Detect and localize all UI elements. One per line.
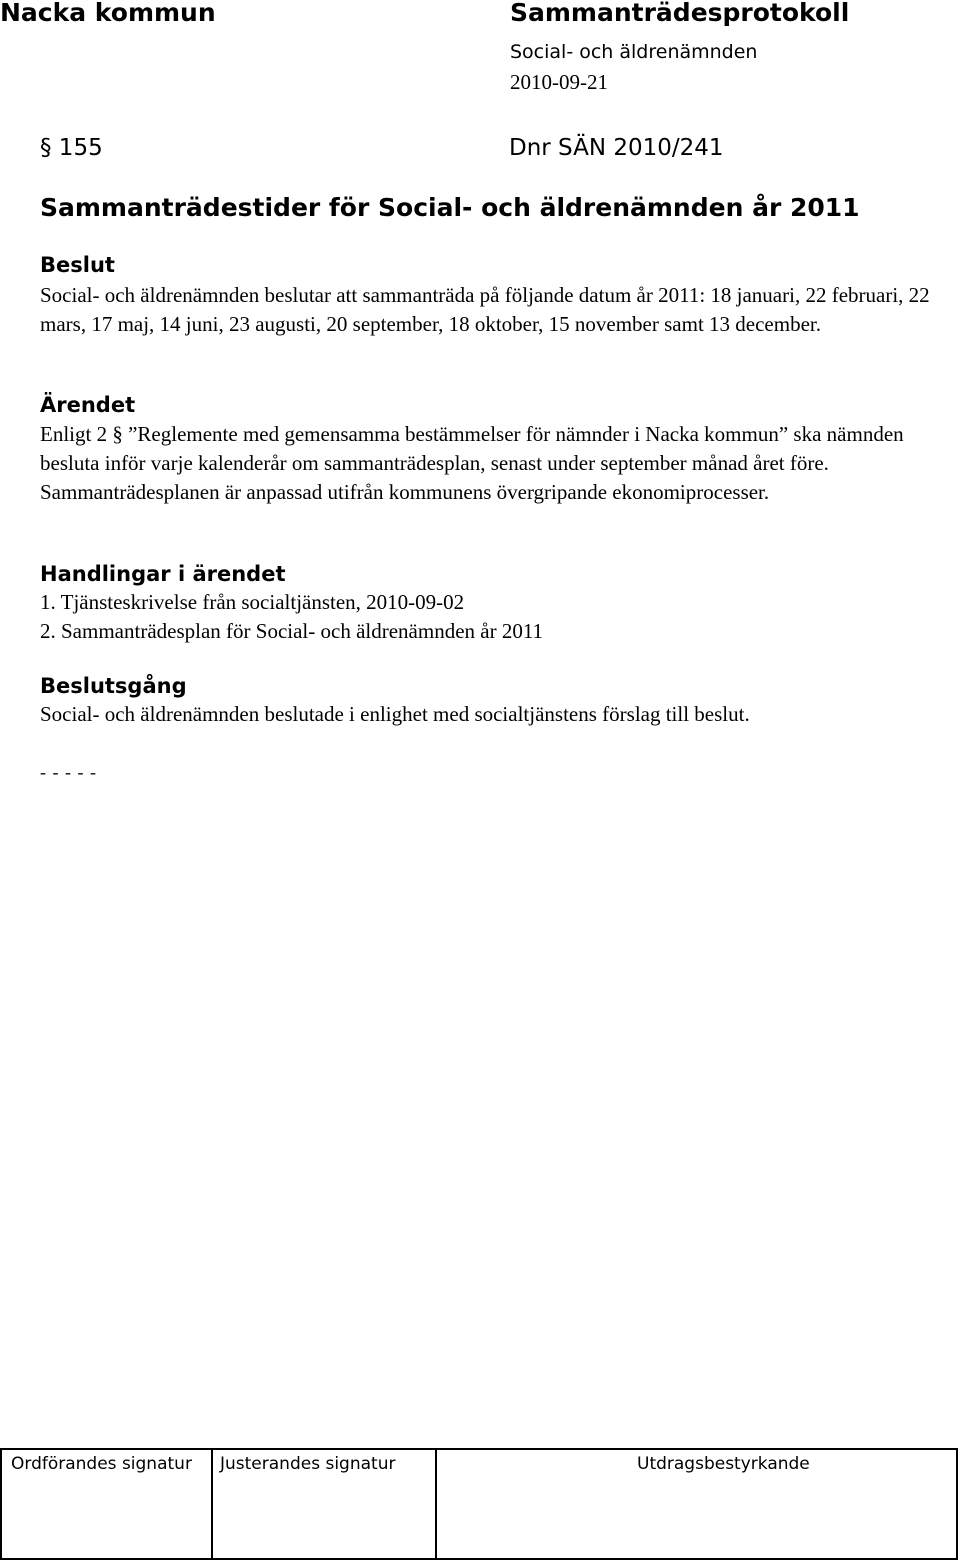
section-separator: - - - - - — [40, 762, 97, 782]
paragraph-number: § 155 — [40, 135, 103, 161]
organization-name: Nacka kommun — [0, 0, 216, 27]
diary-number: Dnr SÄN 2010/241 — [509, 135, 724, 161]
case-title: Sammanträdestider för Social- och äldrenämnden år 2011 — [40, 193, 860, 222]
certified-copy-cell[interactable] — [637, 1450, 957, 1558]
arendet-heading: Ärendet — [40, 393, 136, 417]
chair-signature-label: Ordförandes signatur — [11, 1454, 192, 1474]
chair-signature-cell[interactable] — [2, 1450, 213, 1558]
beslut-text: Social- och äldrenämnden beslutar att sammanträda på följande datum år 2011: 18 januari, 22 februari, 22 mars, 17 maj, 14 juni, 23 augusti, 20 september, 18 oktober, 15 november samt 13 december. — [40, 283, 930, 336]
handlingar-item-1: 1. Tjänsteskrivelse från socialtjänsten, 2010-09-02 — [40, 590, 465, 614]
document-type: Sammanträdesprotokoll — [510, 0, 850, 27]
adjuster-signature-cell[interactable] — [213, 1450, 437, 1558]
beslutsgang-text: Social- och äldrenämnden beslutade i enlighet med socialtjänstens förslag till beslut. — [40, 702, 750, 726]
beslutsgang-heading: Beslutsgång — [40, 674, 187, 698]
arendet-text: Enligt 2 § ”Reglemente med gemensamma bestämmelser för nämnder i Nacka kommun” ska nämnden besluta inför varje kalenderår om sammanträdesplan, senast under september månad året före. Sammanträdesplanen är anpassad utifrån kommunens övergripande ekonomiprocesser. — [40, 422, 904, 504]
committee-name: Social- och äldrenämnden — [510, 41, 758, 63]
blank-signature-cell — [437, 1450, 637, 1558]
handlingar-heading: Handlingar i ärendet — [40, 562, 286, 586]
certified-copy-label: Utdragsbestyrkande — [637, 1454, 810, 1474]
beslut-heading: Beslut — [40, 253, 115, 277]
adjuster-signature-label: Justerandes signatur — [220, 1454, 396, 1474]
meeting-date: 2010-09-21 — [510, 70, 608, 94]
handlingar-item-2: 2. Sammanträdesplan för Social- och äldrenämnden år 2011 — [40, 619, 544, 643]
signature-table — [0, 1448, 958, 1560]
